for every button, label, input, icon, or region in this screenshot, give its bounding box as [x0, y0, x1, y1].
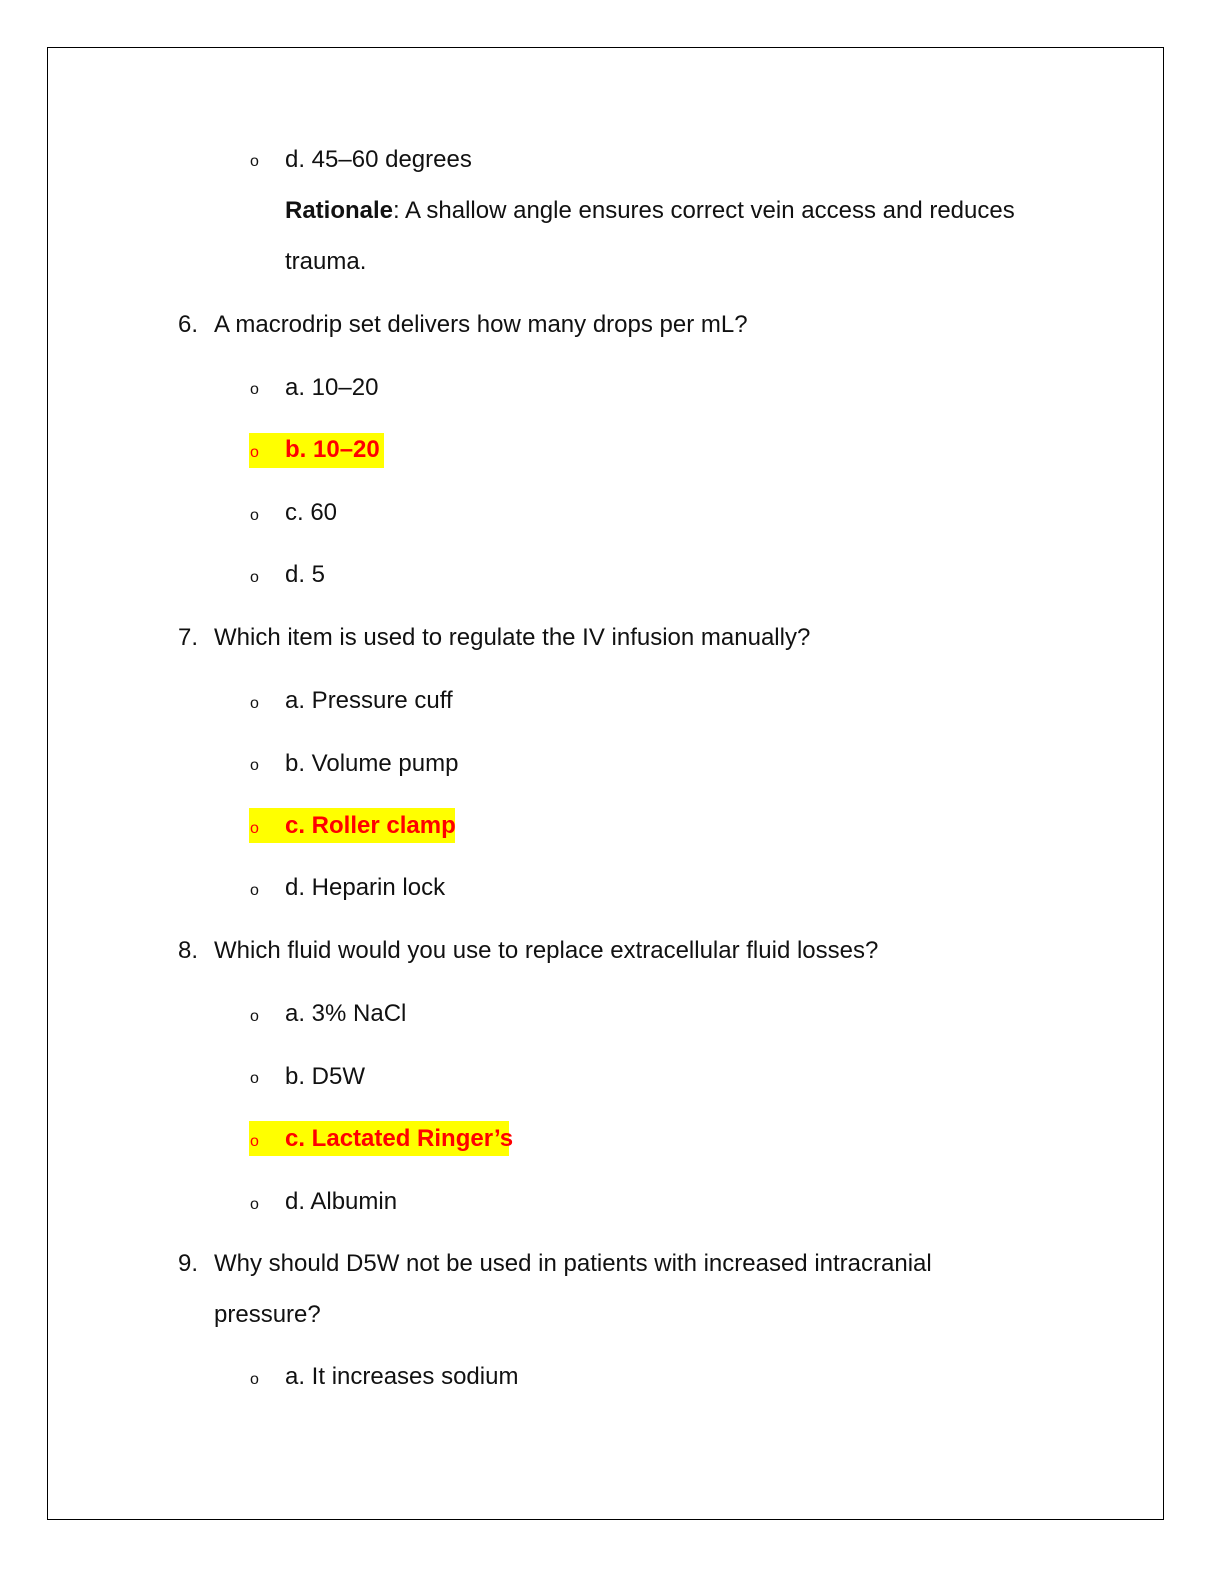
rationale-text-line2: trauma.: [285, 248, 367, 275]
question-number: 9.: [178, 1250, 199, 1277]
option-d: d. Albumin: [285, 1188, 398, 1215]
option-bullet: o: [250, 444, 259, 461]
option-b-correct: b. 10–20: [285, 436, 380, 463]
option-a: a. 10–20: [285, 374, 379, 401]
rationale: [285, 194, 1015, 228]
option-bullet: o: [250, 1133, 259, 1150]
question-text: A macrodrip set delivers how many drops per mL?: [214, 311, 748, 338]
question-text: Which item is used to regulate the IV infusion manually?: [214, 624, 811, 651]
question-number: 8.: [178, 937, 199, 964]
option-c-correct: c. Roller clamp: [285, 812, 456, 839]
option-bullet: o: [250, 381, 259, 398]
question-text-line1: Why should D5W not be used in patients with increased intracranial: [214, 1250, 932, 1277]
option-d: d. 5: [285, 561, 326, 588]
option-bullet: o: [250, 507, 259, 524]
option-c-correct: c. Lactated Ringer’s: [285, 1125, 514, 1152]
option-bullet: o: [250, 820, 259, 837]
option-b: b. D5W: [285, 1063, 366, 1090]
option-bullet: o: [250, 1070, 259, 1087]
question-text: Which fluid would you use to replace extracellular fluid losses?: [214, 937, 879, 964]
option-bullet: o: [250, 1008, 259, 1025]
question-number: 7.: [178, 624, 199, 651]
rationale-label: Rationale: [285, 197, 394, 224]
rationale-text-line1: : A shallow angle ensures correct vein access and reduces: [393, 197, 1015, 224]
option-bullet: o: [250, 882, 259, 899]
option-bullet: o: [250, 695, 259, 712]
option-bullet: o: [250, 569, 259, 586]
option-a: a. It increases sodium: [285, 1363, 519, 1390]
option-a: a. 3% NaCl: [285, 1000, 407, 1027]
option-bullet: o: [250, 1371, 259, 1388]
option-bullet: o: [250, 153, 259, 170]
option-a: a. Pressure cuff: [285, 687, 453, 714]
option-bullet: o: [250, 1196, 259, 1213]
option-b: b. Volume pump: [285, 750, 459, 777]
option-c: c. 60: [285, 499, 338, 526]
question-text-line2: pressure?: [214, 1301, 321, 1328]
option-d: d. Heparin lock: [285, 874, 446, 901]
question-number: 6.: [178, 311, 199, 338]
option-bullet: o: [250, 757, 259, 774]
option-d-prev: d. 45–60 degrees: [285, 146, 472, 173]
